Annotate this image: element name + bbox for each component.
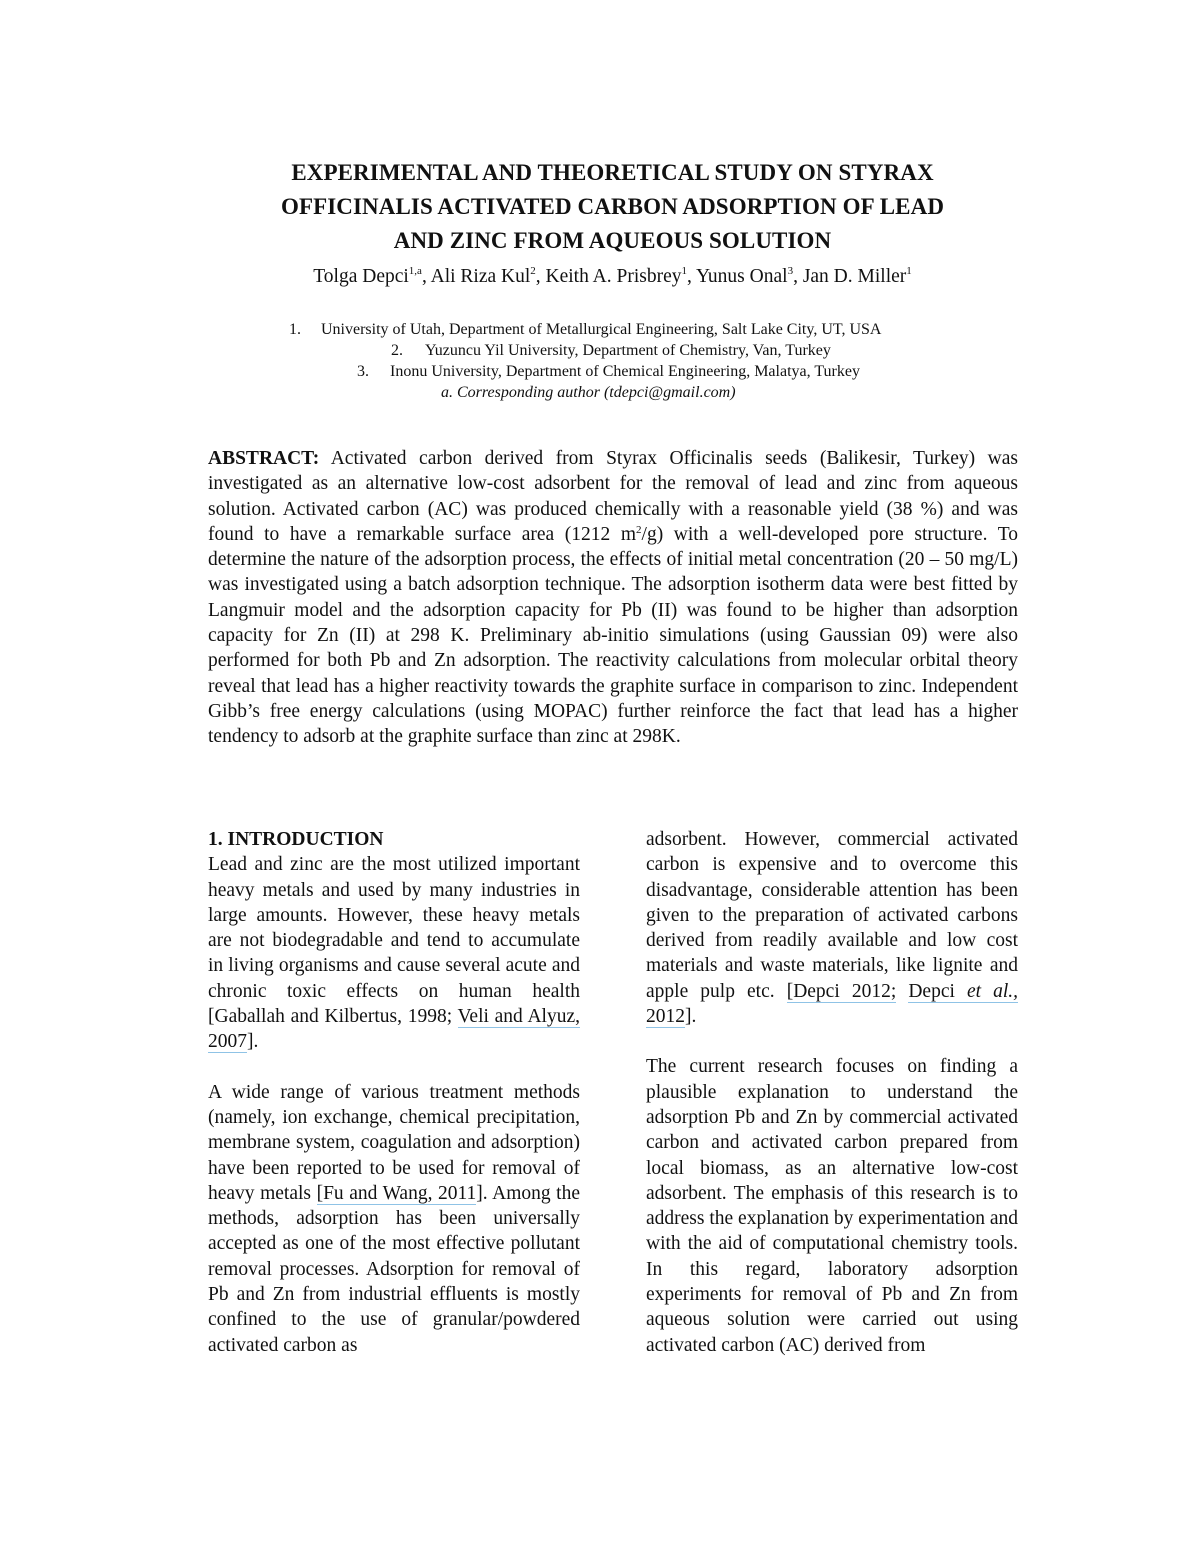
paragraph-text: Lead and zinc are the most utilized important heavy metals and used by many industries in large amounts. However, these heavy metals are not biodegradable and tend to accumulate in living organisms and cause several acute and chronic toxic effects on human health [Gaballah and Kilbertus, 1998; <box>208 854 580 1028</box>
author-name: Jan D. Miller <box>802 266 907 287</box>
paragraph-text: A wide range of various treatment methods (namely, ion exchange, chemical precipitation, membrane system, coagulation and adsorption) have been reported to be used for removal of heavy metals <box>208 1081 580 1204</box>
paragraph-text: ]. <box>247 1031 259 1053</box>
author-affiliation-mark: 1,a <box>408 265 422 277</box>
paper-title <box>200 156 1025 258</box>
author-name: Yunus Onal <box>696 266 788 287</box>
corresponding-author: a. Corresponding author (tdepci@gmail.com) <box>441 384 736 401</box>
affiliation-number: 2. <box>391 342 403 359</box>
author-affiliation-mark: 1 <box>681 265 687 277</box>
author-name: Tolga Depci <box>313 266 409 287</box>
author-name: Ali Riza Kul <box>430 266 531 287</box>
author-separator: , <box>535 266 546 287</box>
abstract-superscript: 2 <box>636 523 642 536</box>
affiliation-text: Inonu University, Department of Chemical Engineering, Malatya, Turkey <box>390 363 860 380</box>
author-affiliation-mark: 3 <box>787 265 794 277</box>
title-line: OFFICINALIS ACTIVATED CARBON ADSORPTION OF LEAD <box>280 194 945 219</box>
title-line: AND ZINC FROM AQUEOUS SOLUTION <box>393 228 832 253</box>
citation-link[interactable]: [Depci 2012; <box>786 980 897 1002</box>
abstract <box>208 446 1018 750</box>
left-column <box>208 827 580 1358</box>
citation-author: Depci <box>908 980 967 1002</box>
paragraph-text <box>896 981 908 1002</box>
author-affiliation-mark: 2 <box>530 265 536 277</box>
intro-paragraph-3 <box>646 827 1018 1029</box>
paragraph-text: ]. Among the methods, adsorption has been universally accepted as one of the most effective pollutant removal processes. Adsorption for removal of Pb and Zn from industrial effluents is mostly confined to the use of granular/powdered activated carbon as <box>208 1182 580 1356</box>
intro-paragraph-4: The current research focuses on finding a plausible explanation to understand the adsorption Pb and Zn by commercial activated carbon and activated carbon prepared from local biomass, as an alternative low-cost adsorbent. The emphasis of this research is to address the explanation by experimentation and with the aid of computational chemistry tools. In this regard, laboratory adsorption experiments for removal of Pb and Zn from aqueous solution were carried out using activated carbon (AC) derived from <box>646 1056 1019 1356</box>
affiliation-text: University of Utah, Department of Metallurgical Engineering, Salt Lake City, UT, USA <box>321 321 882 338</box>
affiliation-number: 3. <box>357 363 369 380</box>
author-affiliation-mark: 1 <box>906 265 912 277</box>
author-separator: , <box>793 266 803 287</box>
abstract-label: ABSTRACT: <box>208 448 320 469</box>
affiliation-1 <box>289 320 881 340</box>
paragraph-text: ]. <box>685 1006 697 1028</box>
author-separator: , <box>686 266 697 287</box>
affiliation-3 <box>357 362 860 382</box>
citation-etal: et al., <box>966 980 1019 1002</box>
citation-link[interactable]: [Fu and Wang, 2011 <box>316 1182 477 1204</box>
affiliation-2 <box>391 341 831 361</box>
affiliation-number: 1. <box>289 321 301 338</box>
intro-paragraph-1 <box>208 852 580 1054</box>
affiliation-text: Yuzuncu Yil University, Department of Chemistry, Van, Turkey <box>425 342 831 359</box>
abstract-text: Activated carbon derived from Styrax Officinalis seeds (Balikesir, Turkey) was investigated as an alternative low-cost adsorbent for the removal of lead and zinc from aqueous solution. Activated carbon (AC) was produced chemically with a reasonable yield (38 %) and was found to have a remarkable surface area (1212 m <box>208 448 1018 545</box>
citation-link[interactable]: Veli and Alyuz, 2007 <box>208 1006 580 1053</box>
author-list <box>200 266 1025 288</box>
paragraph-text: adsorbent. However, commercial activated carbon is expensive and to overcome this disadvantage, considerable attention has been given to the preparation of activated carbons derived from readily available and low cost materials and waste materials, like lignite and apple pulp etc. <box>646 829 1018 1002</box>
intro-paragraph-2 <box>208 1080 580 1358</box>
section-heading: 1. INTRODUCTION <box>208 829 384 850</box>
title-line: EXPERIMENTAL AND THEORETICAL STUDY ON STYRAX <box>291 160 934 185</box>
author-name: Keith A. Prisbrey <box>545 266 682 287</box>
citation-year: 2012 <box>646 1006 685 1028</box>
right-column <box>646 827 1018 1358</box>
abstract-text-continued: /g) with a well-developed pore structure. To determine the nature of the adsorption process, the effects of initial metal concentration (20 – 50 mg/L) was investigated using a batch adsorption technique. The adsorption isotherm data were best fitted by Langmuir model and the adsorption capacity for Pb (II) was found to be higher than adsorption capacity for Zn (II) at 298 K. Preliminary ab-initio simulations (using Gaussian 09) were also performed for both Pb and Zn adsorption. The reactivity calculations from molecular orbital theory reveal that lead has a higher reactivity towards the graphite surface in comparison to zinc. Independent Gibb’s free energy calculations (using MOPAC) further reinforce the fact that lead has a higher tendency to adsorb at the graphite surface than zinc at 298K. <box>208 523 1018 748</box>
author-separator: , <box>421 266 431 287</box>
